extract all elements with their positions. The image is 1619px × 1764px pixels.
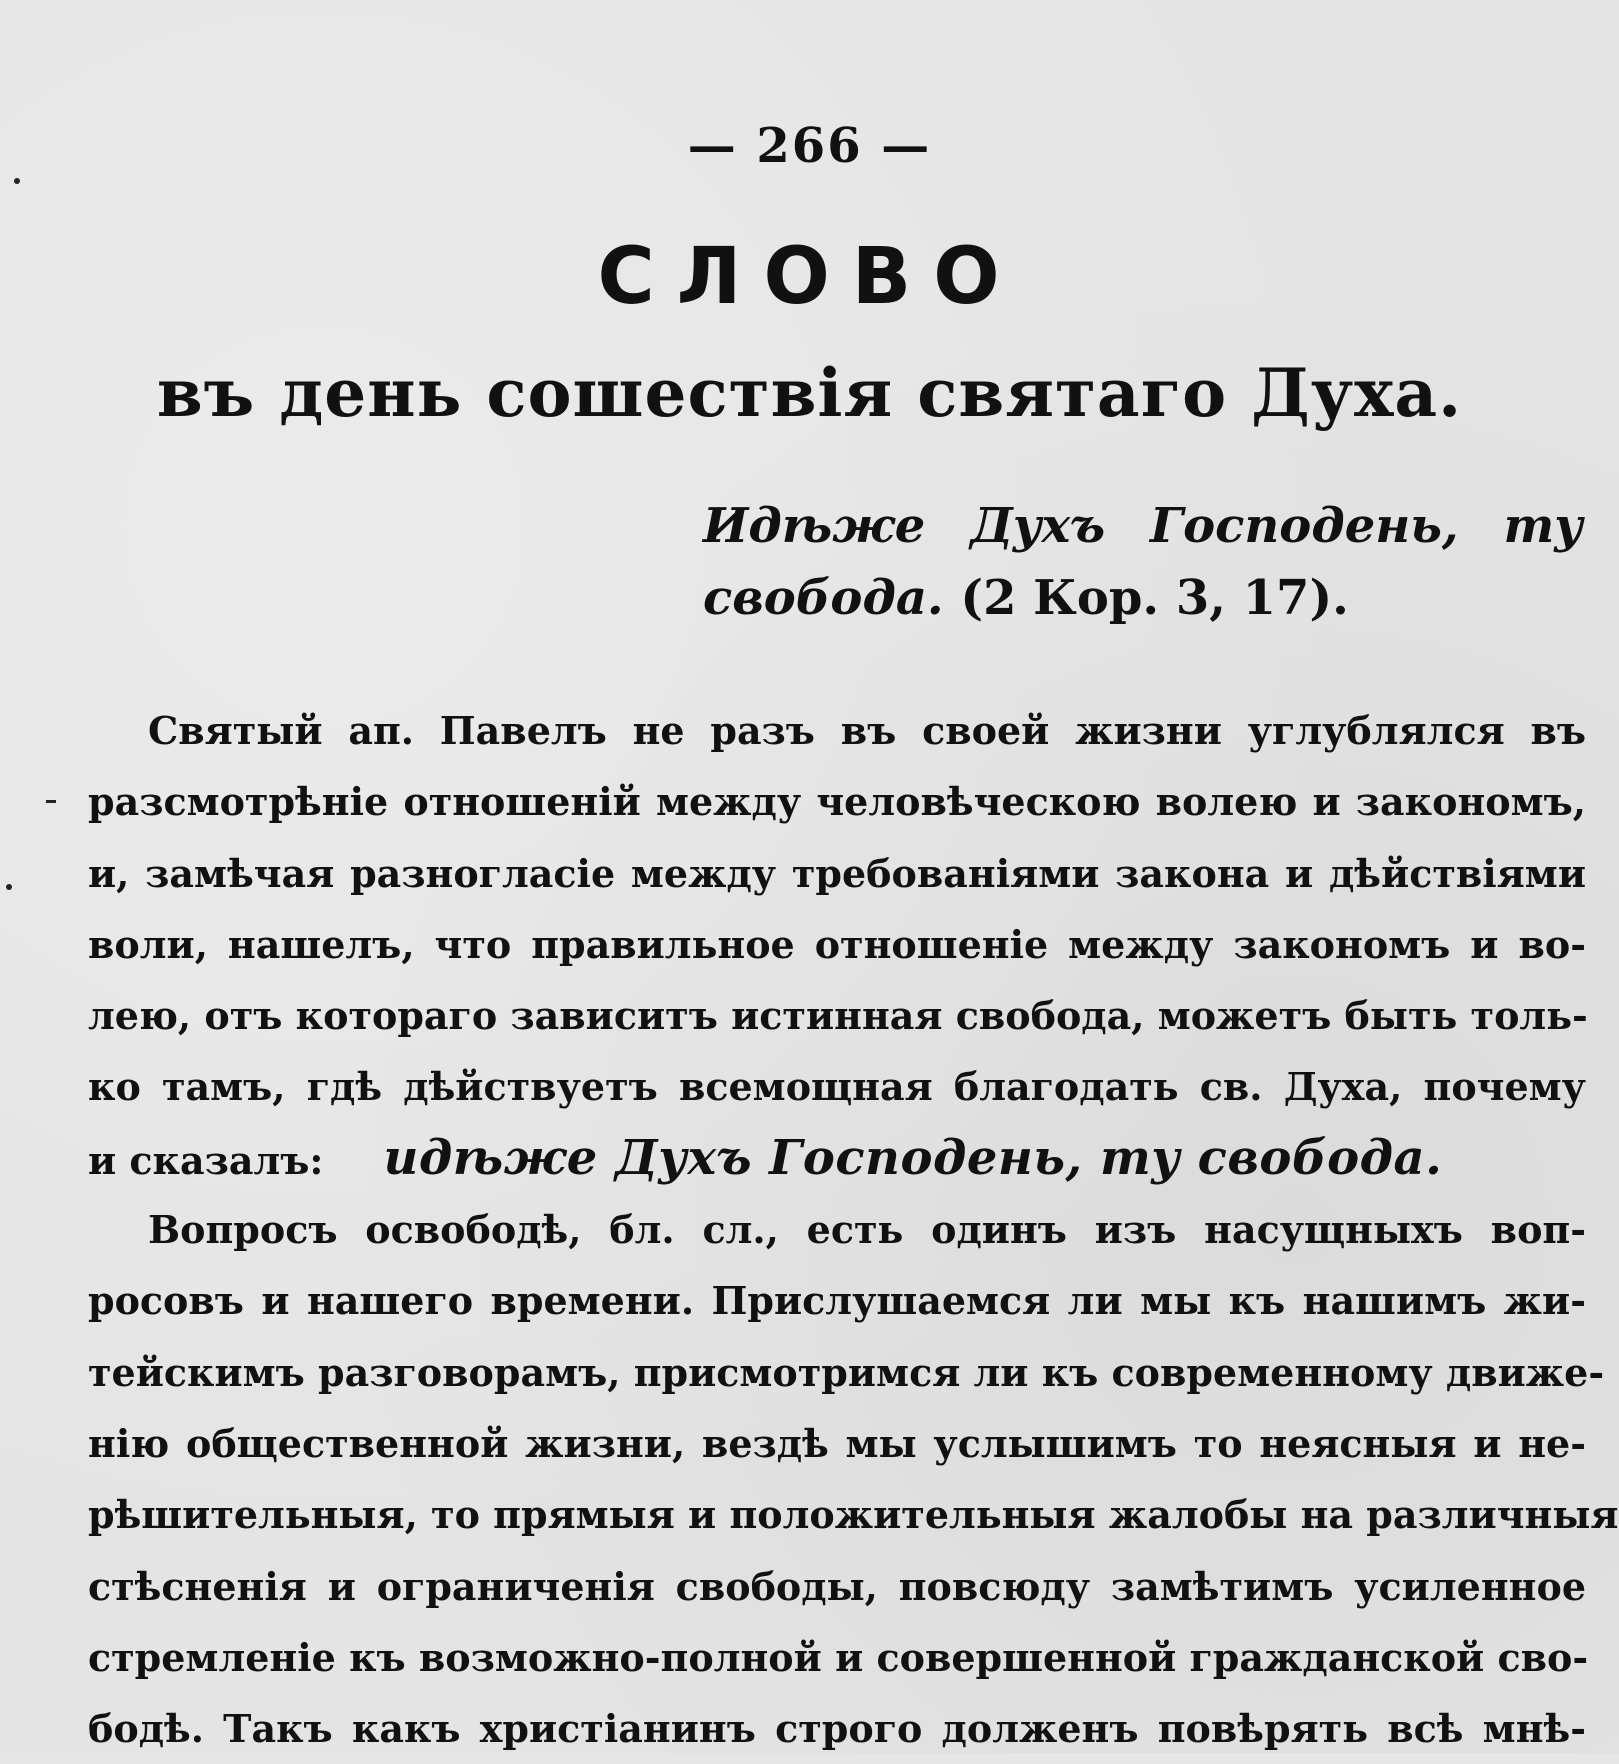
paragraph-1-line: воли, нашелъ, что правильное отношеніе между закономъ и во-: [88, 921, 1586, 967]
paragraph-2-line: тейскимъ разговорамъ, присмотримся ли къ современному движе-: [88, 1349, 1605, 1395]
epigraph-line-2: [703, 562, 1583, 634]
paragraph-1-last-line-start: и сказалъ:: [88, 1137, 324, 1183]
paragraph-2-line: росовъ и нашего времени. Прислушаемся ли мы къ нашимъ жи-: [88, 1278, 1586, 1324]
page-title: СЛОВО: [597, 232, 1022, 322]
paragraph-2-line: стремленіе къ возможно-полной и совершенной гражданской сво-: [88, 1634, 1589, 1680]
paragraph-2-line: нію общественной жизни, вездѣ мы услышимъ то неясныя и не-: [88, 1420, 1586, 1466]
page-subtitle: въ день сошествія святаго Духа.: [156, 354, 1463, 432]
ink-speck: [46, 800, 56, 803]
body-text: [88, 695, 1619, 1752]
paragraph-1-quote: идѣже Духъ Господень, ту свобода.: [383, 1129, 1443, 1186]
paragraph-2-line-cut: бодѣ. Такъ какъ христіанинъ строго долженъ повѣрять всѣ мнѣ-: [88, 1706, 1586, 1752]
epigraph-italic: свобода.: [703, 570, 944, 626]
paragraph-2-line: рѣшительныя, то прямыя и положительныя жалобы на различныя: [88, 1492, 1619, 1538]
epigraph: [703, 490, 1583, 634]
paragraph-1-line: ко тамъ, гдѣ дѣйствуетъ всемощная благодать св. Духа, почему: [88, 1064, 1586, 1110]
epigraph-line-1: Идѣже Духъ Господень, ту: [703, 498, 1583, 554]
paragraph-1-line: разсмотрѣніе отношеній между человѣческою волею и закономъ,: [88, 779, 1586, 825]
paragraph-2-line: стѣсненія и ограниченія свободы, повсюду замѣтимъ усиленное: [88, 1563, 1586, 1609]
paragraph-1-line: и, замѣчая разногласіе между требованіями закона и дѣйствіями: [88, 850, 1586, 896]
ink-speck: [14, 178, 20, 184]
epigraph-reference: (2 Кор. 3, 17).: [943, 570, 1349, 626]
paragraph-2-line: Вопросъ освободѣ, бл. сл., есть одинъ изъ насущныхъ воп-: [148, 1207, 1586, 1253]
paragraph-1-line: лею, отъ котораго зависитъ истинная свобода, можетъ быть толь-: [88, 993, 1588, 1039]
paragraph-1-last-line: [88, 1123, 1586, 1194]
ink-speck: [6, 884, 12, 890]
page-number: — 266 —: [687, 118, 932, 174]
paragraph-1-line: Святый ап. Павелъ не разъ въ своей жизни углублялся въ: [148, 708, 1586, 753]
